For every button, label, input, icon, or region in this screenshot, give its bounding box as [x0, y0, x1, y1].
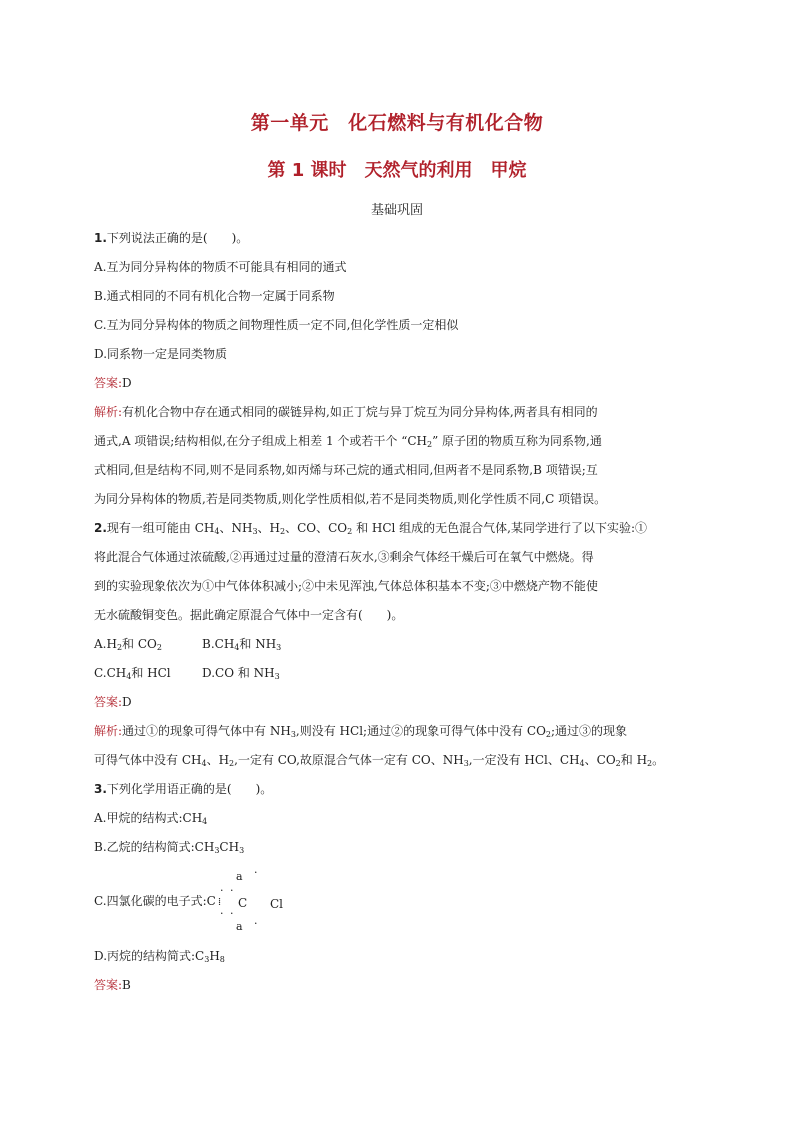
subscript: 3 — [290, 730, 296, 739]
analysis-text: ,则没有 HCl;通过②的现象可得气体中没有 CO — [295, 724, 546, 738]
subscript: 2 — [156, 643, 162, 652]
q3-option-b — [94, 833, 708, 862]
option-text: 和 CO — [122, 637, 157, 651]
q3-answer — [94, 971, 708, 1000]
electron-pair: ⁞ — [218, 895, 222, 908]
subscript: 8 — [219, 955, 225, 964]
analysis-text: ,一定有 CO,故原混合气体一定有 CO、NH — [234, 753, 464, 767]
analysis-label: 解析: — [94, 724, 123, 738]
q1-stem-text: 下列说法正确的是( )。 — [106, 231, 249, 245]
lewis-right-atom: Cl — [270, 897, 284, 911]
option-text: A.甲烷的结构式:CH — [94, 811, 203, 825]
analysis-text: 有机化合物中存在通式相同的碳链异构,如正丁烷与异丁烷互为同分异构体,两者具有相同的 — [122, 405, 598, 419]
option-text: D.CO 和 NH — [202, 666, 275, 680]
stem-text: 、H — [257, 521, 281, 535]
q3-option-a — [94, 804, 708, 833]
option-text: C.CH — [94, 666, 127, 680]
lewis-top-label: a — [236, 870, 243, 883]
analysis-text: 可得气体中没有 CH — [94, 753, 202, 767]
q2-answer — [94, 688, 708, 717]
analysis-text: 、CO — [584, 753, 616, 767]
analysis-text: ;通过③的现象 — [551, 724, 628, 738]
option-text: 和 NH — [239, 637, 277, 651]
subscript: 4 — [202, 817, 208, 826]
question-content — [94, 224, 708, 1000]
option-text: D.丙烷的结构简式:C — [94, 949, 205, 963]
subscript: 3 — [276, 643, 282, 652]
q2-stem-line-2: 将此混合气体通过浓硫酸,②再通过过量的澄清石灰水,③剩余气体经干燥后可在氧气中燃烧。得 — [94, 550, 594, 564]
answer-label: 答案: — [94, 376, 123, 390]
subscript: 4 — [201, 759, 207, 768]
q1-analysis-line-4: 为同分异构体的物质,若是同类物质,则化学性质相似,若不是同类物质,则化学性质不同,C 项错误。 — [94, 492, 607, 506]
subscript: 3 — [239, 846, 245, 855]
electron-dot: · — [254, 866, 258, 879]
q2-analysis-line-1 — [94, 717, 708, 746]
electron-dot: · — [254, 917, 258, 930]
option-text: H — [209, 949, 220, 963]
option-text: CH — [219, 840, 240, 854]
lewis-bottom-label: a — [236, 920, 243, 933]
q2-stem-line-1 — [94, 514, 708, 543]
electron-dot: · — [220, 907, 224, 920]
lesson-title: 第 1 课时 天然气的利用 甲烷 — [267, 160, 527, 181]
q2-stem-line-4: 无水硫酸铜变色。据此确定原混合气体中一定含有( )。 — [94, 608, 404, 622]
q2-options-ab — [94, 630, 708, 659]
q3-stem-text: 下列化学用语正确的是( )。 — [106, 782, 273, 796]
q1-answer — [94, 369, 708, 398]
stem-text: 和 HCl 组成的无色混合气体,某同学进行了以下实验:① — [352, 521, 648, 535]
analysis-text: 、H — [206, 753, 230, 767]
q1-number: 1. — [94, 231, 107, 245]
q2-option-b — [202, 630, 281, 659]
option-text: 和 HCl — [131, 666, 171, 680]
q1-analysis-line-1 — [94, 398, 708, 427]
analysis-text: 通过①的现象可得气体中有 NH — [122, 724, 291, 738]
section-title: 基础巩固 — [370, 203, 423, 218]
subscript: 3 — [274, 672, 280, 681]
q2-analysis-line-2 — [94, 746, 708, 775]
analysis-text: 通式,A 项错误;结构相似,在分子组成上相差 1 个或若干个 “CH — [94, 434, 428, 448]
subscript: 2 — [229, 759, 235, 768]
subscript: 2 — [545, 730, 552, 739]
q3-answer-value: B — [122, 978, 131, 992]
subscript: 4 — [234, 643, 240, 652]
option-text: B.乙烷的结构简式:CH — [94, 840, 215, 854]
q1-option-a: A.互为同分异构体的物质不可能具有相同的通式 — [94, 260, 347, 274]
q1-option-c: C.互为同分异构体的物质之间物理性质一定不同,但化学性质一定相似 — [94, 318, 459, 332]
q2-option-c — [94, 659, 202, 688]
subscript: 3 — [252, 527, 258, 536]
subscript: 2 — [615, 759, 621, 768]
q3-stem — [94, 775, 708, 804]
q2-number: 2. — [94, 521, 107, 535]
subscript: 3 — [214, 846, 220, 855]
subscript: 2 — [280, 527, 286, 536]
subscript: 4 — [214, 527, 220, 536]
q2-option-d — [202, 659, 280, 688]
electron-dot: · — [230, 907, 234, 920]
q2-answer-value: D — [122, 695, 132, 709]
q2-options-cd — [94, 659, 708, 688]
lewis-structure — [218, 862, 334, 942]
subscript: 3 — [204, 955, 210, 964]
stem-text: 、NH — [219, 521, 253, 535]
subscript: 4 — [126, 672, 132, 681]
electron-dot: · — [220, 884, 224, 897]
unit-title: 第一单元 化石燃料与有机化合物 — [250, 112, 544, 134]
stem-text: 现有一组可能由 CH — [106, 521, 215, 535]
analysis-text: 和 H — [620, 753, 648, 767]
q1-option-b: B.通式相同的不同有机化合物一定属于同系物 — [94, 289, 335, 303]
analysis-text: ,一定没有 HCl、CH — [468, 753, 580, 767]
lewis-center-atom: C — [238, 896, 248, 910]
subscript: 2 — [647, 759, 653, 768]
stem-text: 、CO、CO — [285, 521, 348, 535]
subscript: 2 — [116, 643, 123, 652]
subscript: 2 — [427, 440, 433, 449]
answer-label: 答案: — [94, 978, 123, 992]
q2-option-a — [94, 630, 202, 659]
q1-analysis-line-3: 式相同,但是结构不同,则不是同系物,如丙烯与环己烷的通式相同,但两者不是同系物,B 项错误;互 — [94, 463, 598, 477]
analysis-text: 。 — [652, 753, 665, 767]
option-text: A.H — [94, 637, 117, 651]
q3-option-d — [94, 942, 708, 971]
analysis-text: ” 原子团的物质互称为同系物,通 — [432, 434, 602, 448]
analysis-label: 解析: — [94, 405, 123, 419]
electron-dot: · — [230, 884, 234, 897]
q1-stem — [94, 224, 708, 253]
q1-option-d: D.同系物一定是同类物质 — [94, 347, 228, 361]
q1-answer-value: D — [122, 376, 132, 390]
option-text: B.CH — [202, 637, 235, 651]
answer-label: 答案: — [94, 695, 123, 709]
q2-stem-line-3: 到的实验现象依次为①中气体体积减小;②中未见浑浊,气体总体积基本不变;③中燃烧产物不能使 — [94, 579, 598, 593]
subscript: 3 — [463, 759, 469, 768]
option-c-label: C.四氯化碳的电子式:C — [94, 894, 216, 908]
q3-number: 3. — [94, 782, 107, 796]
subscript: 2 — [347, 527, 353, 536]
q1-analysis-line-2 — [94, 427, 708, 456]
q3-option-c — [94, 862, 708, 942]
subscript: 4 — [579, 759, 585, 768]
